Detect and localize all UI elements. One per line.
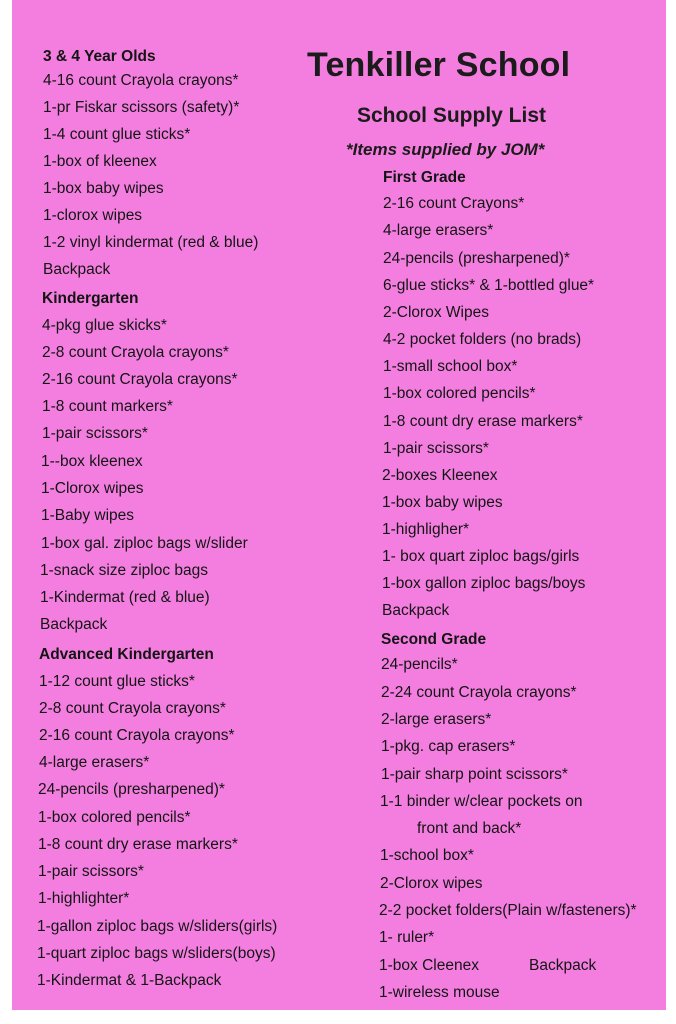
list-item: 1-12 count glue sticks* xyxy=(39,673,195,690)
list-item: 2-8 count Crayola crayons* xyxy=(42,344,229,361)
list-item: 1-8 count dry erase markers* xyxy=(38,836,238,853)
list-item: front and back* xyxy=(417,820,522,837)
list-item: 2-large erasers* xyxy=(381,711,492,728)
list-item: 1-Kindermat (red & blue) xyxy=(40,589,210,606)
page-title: Tenkiller School xyxy=(307,46,571,84)
list-item: 1-pair sharp point scissors* xyxy=(381,766,568,783)
list-item: 2-2 pocket folders(Plain w/fasteners)* xyxy=(379,902,637,919)
list-item: 24-pencils (presharpened)* xyxy=(38,781,225,798)
list-item: 1-school box* xyxy=(380,847,474,864)
list-item: 2-16 count Crayola crayons* xyxy=(39,727,235,744)
list-item: 1-highlighter* xyxy=(38,890,130,907)
list-item: 4-2 pocket folders (no brads) xyxy=(383,331,582,348)
list-item: 4-pkg glue skicks* xyxy=(42,317,167,334)
list-item: 4-large erasers* xyxy=(39,754,150,771)
list-item: 1-box of kleenex xyxy=(43,153,157,170)
list-item: 1-Clorox wipes xyxy=(41,480,144,497)
supply-list-sheet xyxy=(12,0,666,1010)
list-item: 2-8 count Crayola crayons* xyxy=(39,700,226,717)
list-item: 1-quart ziploc bags w/sliders(boys) xyxy=(37,945,276,962)
list-item: 4-16 count Crayola crayons* xyxy=(43,72,239,89)
list-item: 2-boxes Kleenex xyxy=(382,467,498,484)
list-item: 1-2 vinyl kindermat (red & blue) xyxy=(43,234,259,251)
list-item: 2-16 count Crayola crayons* xyxy=(42,371,238,388)
list-item: Backpack xyxy=(43,261,111,278)
list-item: 1-box colored pencils* xyxy=(383,385,536,402)
list-item: 1-4 count glue sticks* xyxy=(43,126,191,143)
list-item: 1-8 count markers* xyxy=(42,398,173,415)
jom-note: *Items supplied by JOM* xyxy=(346,140,545,159)
list-item: 1-box colored pencils* xyxy=(38,809,191,826)
list-item: 1-box Cleenex xyxy=(379,957,479,974)
list-item: 6-glue sticks* & 1-bottled glue* xyxy=(383,277,595,294)
list-item: 1-box baby wipes xyxy=(43,180,164,197)
list-item: 1-wireless mouse xyxy=(379,984,500,1001)
list-item: 24-pencils* xyxy=(381,656,458,673)
list-item: 24-pencils (presharpened)* xyxy=(383,250,570,267)
section-heading-second-grade: Second Grade xyxy=(381,631,487,648)
list-item: 1-pr Fiskar scissors (safety)* xyxy=(43,99,240,116)
list-item: 1-box gal. ziploc bags w/slider xyxy=(41,535,248,552)
list-item: 1-box gallon ziploc bags/boys xyxy=(382,575,586,592)
list-item: 4-large erasers* xyxy=(383,222,494,239)
section-heading-kindergarten: Kindergarten xyxy=(42,290,139,307)
list-item: 1-clorox wipes xyxy=(43,207,143,224)
list-item: 2-Clorox wipes xyxy=(380,875,483,892)
list-item: 1-pair scissors* xyxy=(383,440,489,457)
list-item: 2-Clorox Wipes xyxy=(383,304,489,321)
section-heading-advanced-kindergarten: Advanced Kindergarten xyxy=(39,646,214,663)
list-item: 2-24 count Crayola crayons* xyxy=(381,684,577,701)
list-item: 1--box kleenex xyxy=(41,453,143,470)
list-item: 1- ruler* xyxy=(379,929,435,946)
section-heading-3-4-year-olds: 3 & 4 Year Olds xyxy=(43,48,156,65)
list-item: 1-Kindermat & 1-Backpack xyxy=(37,972,222,989)
list-item: Backpack xyxy=(529,957,597,974)
list-item: 1-1 binder w/clear pockets on xyxy=(380,793,583,810)
list-item: 1-small school box* xyxy=(383,358,518,375)
list-item: 1-gallon ziploc bags w/sliders(girls) xyxy=(37,918,278,935)
list-item: Backpack xyxy=(40,616,108,633)
list-item: 1-highligher* xyxy=(382,521,470,538)
page-subtitle: School Supply List xyxy=(357,104,547,127)
list-item: 1-pkg. cap erasers* xyxy=(381,738,516,755)
list-item: 1-box baby wipes xyxy=(382,494,503,511)
list-item: 2-16 count Crayons* xyxy=(383,195,525,212)
list-item: 1-snack size ziploc bags xyxy=(40,562,208,579)
list-item: 1- box quart ziploc bags/girls xyxy=(382,548,580,565)
list-item: 1-pair scissors* xyxy=(42,425,148,442)
list-item: Backpack xyxy=(382,602,450,619)
list-item: 1-8 count dry erase markers* xyxy=(383,413,583,430)
list-item: 1-Baby wipes xyxy=(41,507,135,524)
list-item: 1-pair scissors* xyxy=(38,863,144,880)
section-heading-first-grade: First Grade xyxy=(383,169,466,186)
